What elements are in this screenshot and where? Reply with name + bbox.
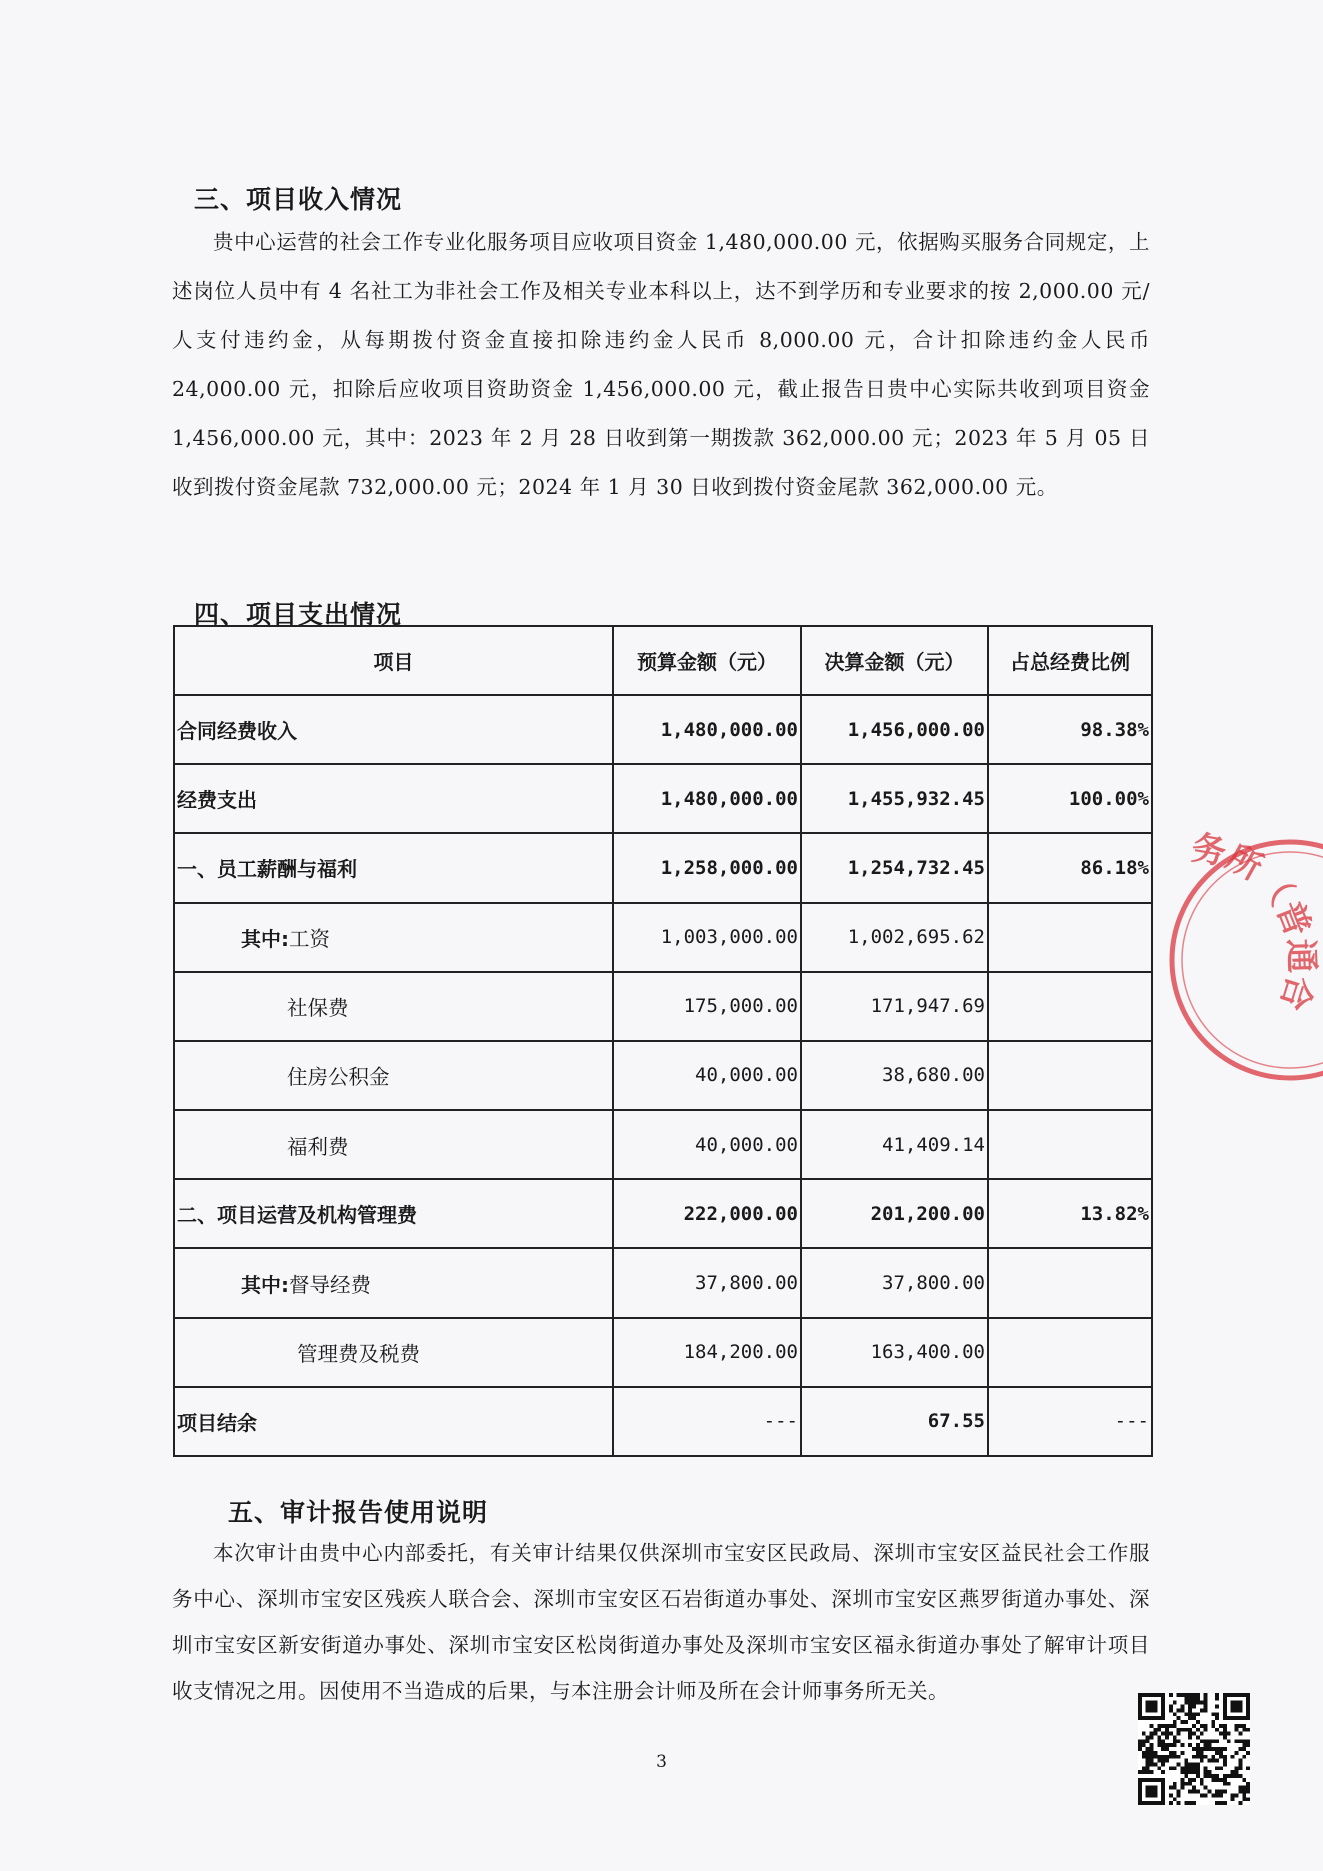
row-final: 41,409.14 [801, 1110, 988, 1179]
row-item: 工资 [289, 927, 330, 952]
row-item-cell [174, 1248, 613, 1317]
row-item-cell [174, 903, 613, 972]
table-row [174, 695, 1152, 764]
row-budget: 175,000.00 [613, 972, 801, 1041]
table-row [174, 1110, 1152, 1179]
row-item: 合同经费收入 [174, 695, 613, 764]
section-5-heading: 五、审计报告使用说明 [228, 1498, 489, 1527]
table-row [174, 833, 1152, 902]
row-budget: 40,000.00 [613, 1041, 801, 1110]
table-row [174, 1179, 1152, 1248]
table-row [174, 1248, 1152, 1317]
row-item: 项目结余 [174, 1387, 613, 1456]
header-final: 决算金额（元） [801, 626, 988, 695]
row-final: 1,455,932.45 [801, 764, 988, 833]
row-prefix: 其中: [241, 1272, 289, 1297]
section-5-paragraph: 本次审计由贵中心内部委托，有关审计结果仅供深圳市宝安区民政局、深圳市宝安区益民社会工作服务中心、深圳市宝安区残疾人联合会、深圳市宝安区石岩街道办事处、深圳市宝安区燕罗街道办事处、深圳市宝安区新安街道办事处、深圳市宝安区松岗街道办事处及深圳市宝安区福永街道办事处了解审计项目收支情况之用。因使用不当造成的后果，与本注册会计师及所在会计师事务所无关。 [172, 1541, 1150, 1703]
row-item: 社保费 [174, 972, 613, 1041]
row-item: 一、员工薪酬与福利 [174, 833, 613, 902]
row-ratio: --- [988, 1387, 1152, 1456]
section-3-heading: 三、项目收入情况 [194, 185, 403, 214]
row-final: 1,456,000.00 [801, 695, 988, 764]
table-row [174, 764, 1152, 833]
table-row [174, 903, 1152, 972]
row-ratio: 100.00% [988, 764, 1152, 833]
row-ratio [988, 1318, 1152, 1387]
official-seal-stamp [1150, 830, 1323, 1090]
section-4-heading: 四、项目支出情况 [194, 600, 403, 629]
row-final: 38,680.00 [801, 1041, 988, 1110]
header-budget: 预算金额（元） [613, 626, 801, 695]
row-item: 福利费 [174, 1110, 613, 1179]
row-ratio: 98.38% [988, 695, 1152, 764]
row-final: 163,400.00 [801, 1318, 988, 1387]
row-final: 1,002,695.62 [801, 903, 988, 972]
qr-code-icon [1138, 1693, 1250, 1805]
expenditure-table [173, 625, 1153, 1457]
row-item: 二、项目运营及机构管理费 [174, 1179, 613, 1248]
row-final: 171,947.69 [801, 972, 988, 1041]
row-final: 201,200.00 [801, 1179, 988, 1248]
row-budget: 37,800.00 [613, 1248, 801, 1317]
header-ratio: 占总经费比例 [988, 626, 1152, 695]
table-row [174, 972, 1152, 1041]
row-prefix: 其中: [241, 927, 289, 952]
row-item: 督导经费 [289, 1272, 371, 1297]
svg-text:务所（普通合 [1189, 830, 1322, 1015]
row-ratio: 86.18% [988, 833, 1152, 902]
table-row [174, 1387, 1152, 1456]
table-row [174, 1318, 1152, 1387]
row-budget: 1,480,000.00 [613, 764, 801, 833]
section-3-paragraph: 贵中心运营的社会工作专业化服务项目应收项目资金 1,480,000.00 元，依据购买服务合同规定，上述岗位人员中有 4 名社工为非社会工作及相关专业本科以上，达不到学历和专业要求的按 2,000.00 元/人支付违约金，从每期拨付资金直接扣除违约金人民币 8,000.00 元，合计扣除违约金人民币 24,000.00 元，扣除后应收项目资助资金 1,456,000.00 元，截止报告日贵中心实际共收到项目资金 1,456,000.00 元，其中：2023 年 2 月 28 日收到第一期拨款 362,000.00 元；2023 年 5 月 05 日收到拨付资金尾款 732,000.00 元；2024 年 1 月 30 日收到拨付资金尾款 362,000.00 元。 [172, 230, 1150, 499]
row-ratio [988, 1041, 1152, 1110]
row-budget: --- [613, 1387, 801, 1456]
row-budget: 222,000.00 [613, 1179, 801, 1248]
header-item: 项目 [174, 626, 613, 695]
page-number: 3 [656, 1752, 667, 1772]
row-ratio [988, 972, 1152, 1041]
row-final: 1,254,732.45 [801, 833, 988, 902]
row-budget: 1,480,000.00 [613, 695, 801, 764]
row-final: 37,800.00 [801, 1248, 988, 1317]
row-ratio: 13.82% [988, 1179, 1152, 1248]
seal-text: 务所（普通合 [1188, 830, 1322, 1016]
row-budget: 1,258,000.00 [613, 833, 801, 902]
row-budget: 184,200.00 [613, 1318, 801, 1387]
row-item: 管理费及税费 [174, 1318, 613, 1387]
row-ratio [988, 903, 1152, 972]
row-ratio [988, 1248, 1152, 1317]
row-budget: 40,000.00 [613, 1110, 801, 1179]
table-header-row [174, 626, 1152, 695]
row-ratio [988, 1110, 1152, 1179]
row-budget: 1,003,000.00 [613, 903, 801, 972]
row-item: 住房公积金 [174, 1041, 613, 1110]
row-final: 67.55 [801, 1387, 988, 1456]
table-row [174, 1041, 1152, 1110]
row-item: 经费支出 [174, 764, 613, 833]
